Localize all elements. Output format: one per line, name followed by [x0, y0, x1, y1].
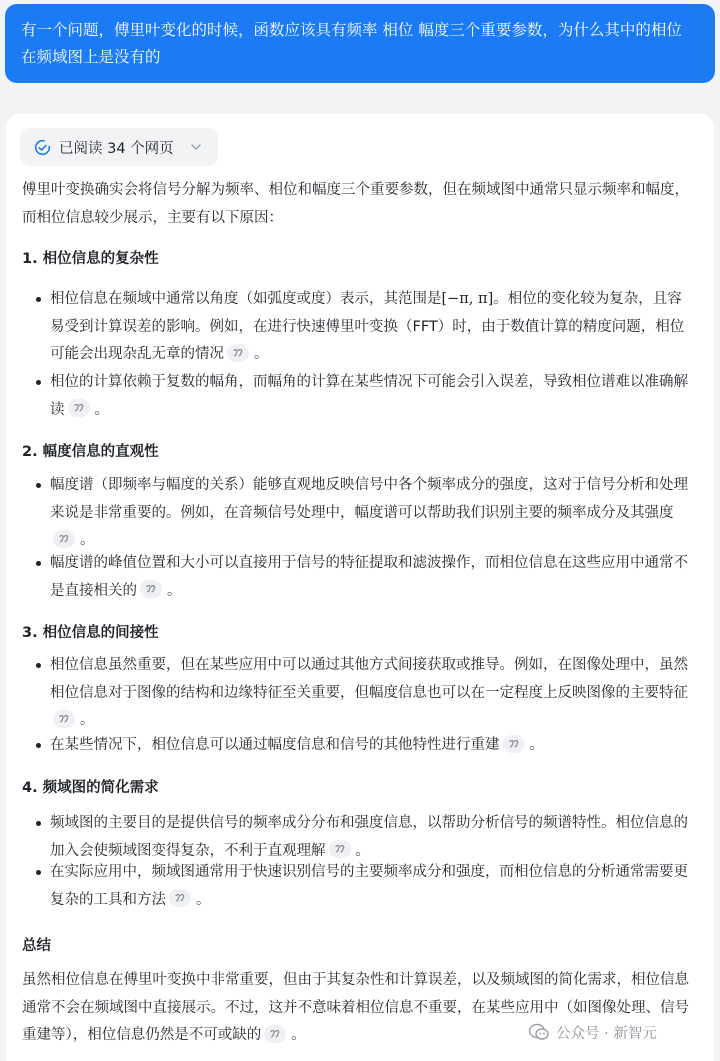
- section-heading-4: 4. 频域图的简化需求: [22, 780, 159, 796]
- quote-icon: [59, 535, 69, 543]
- citation-button[interactable]: [329, 840, 351, 858]
- read-webpages-button[interactable]: [20, 128, 218, 166]
- list-item: [36, 472, 691, 555]
- list-item: [36, 732, 691, 760]
- bullet-text: 相位信息虽然重要，但在某些应用中可以通过其他方式间接获取或推导。例如，在图像处理中，虽然相位信息对于图像的结构和边缘特征至关重要，但幅度信息也可以在一定程度上反映图像的主要特征: [50, 657, 688, 701]
- assistant-answer-card: [6, 114, 714, 1061]
- section-heading-1: 1. 相位信息的复杂性: [22, 251, 159, 267]
- summary-heading: 总结: [22, 938, 51, 954]
- bullet-text: 幅度谱的峰值位置和大小可以直接用于信号的特征提取和滤波操作，而相位信息在这些应用中通常不是直接相关的: [50, 555, 688, 599]
- list-item: [36, 369, 691, 424]
- bullet-end: 。: [94, 401, 109, 418]
- citation-button[interactable]: [53, 530, 75, 548]
- quote-icon: [270, 1030, 280, 1038]
- bullet-end: 。: [167, 582, 182, 599]
- list-item: [36, 550, 691, 605]
- citation-button[interactable]: [169, 889, 191, 907]
- citation-button[interactable]: [140, 580, 162, 598]
- quote-icon: [233, 349, 243, 357]
- user-message-bubble: [5, 4, 715, 83]
- bullet-end: 。: [529, 737, 544, 753]
- user-message-text: 有一个问题，傅里叶变化的时候，函数应该具有频率 相位 幅度三个重要参数，为什么其中的相位在频域图上是没有的: [21, 21, 682, 66]
- bullet-text: 在某些情况下，相位信息可以通过幅度信息和信号的其他特性进行重建: [50, 737, 500, 753]
- read-webpages-label: 已阅读 34 个网页: [59, 140, 174, 157]
- citation-button[interactable]: [264, 1025, 286, 1043]
- wechat-official-account-icon: [528, 1022, 550, 1042]
- wechat-watermark: [528, 1020, 657, 1044]
- intro-paragraph: 傅里叶变换确实会将信号分解为频率、相位和幅度三个重要参数，但在频域图中通常只显示频率和幅度，而相位信息较少展示，主要有以下原因：: [22, 182, 689, 226]
- quote-icon: [59, 715, 69, 723]
- list-item: [36, 652, 691, 735]
- citation-button[interactable]: [503, 735, 525, 753]
- summary-text: 虽然相位信息在傅里叶变换中非常重要，但由于其复杂性和计算误差，以及频域图的简化需求，相位信息通常不会在频域图中直接展示。不过，这并不意味着相位信息不重要，在某些应用中（如图像处理、信号重建等），相位信息仍然是不可或缺的: [22, 972, 689, 1043]
- quote-icon: [509, 740, 519, 748]
- math-range: [−π, π]: [441, 291, 494, 307]
- citation-button[interactable]: [53, 710, 75, 728]
- section-heading-3: 3. 相位信息的间接性: [22, 625, 159, 641]
- bullet-text: 频域图的主要目的是提供信号的频率成分分布和强度信息，以帮助分析信号的频谱特性。相位信息的加入会使频域图变得复杂，不利于直观理解: [50, 815, 688, 859]
- watermark-text: 公众号 · 新智元: [556, 1025, 657, 1042]
- bullet-text: 相位的计算依赖于复数的幅角，而幅角的计算在某些情况下可能会引入误差，导致相位谱难以准确解读: [50, 374, 688, 418]
- check-circle-icon: [34, 139, 51, 156]
- bullet-end: 。: [254, 346, 269, 362]
- bullet-text: 在实际应用中，频域图通常用于快速识别信号的主要频率成分和强度，而相位信息的分析通常需要更复杂的工具和方法: [50, 864, 688, 908]
- list-item: [36, 810, 691, 865]
- section-heading-2: 2. 幅度信息的直观性: [22, 444, 159, 460]
- bullet-end: 。: [196, 891, 211, 908]
- citation-button[interactable]: [227, 344, 249, 362]
- bullet-text: 。相位的变化较为复杂，且容易受到计算误差的影响。例如，在进行快速傅里叶变换（FFT）时，由于数值计算的精度问题，相位可能会出现杂乱无章的情况: [50, 291, 685, 362]
- chevron-down-icon: [190, 141, 202, 153]
- quote-icon: [335, 845, 345, 853]
- bullet-end: 。: [80, 532, 95, 548]
- quote-icon: [175, 894, 185, 902]
- list-item: [36, 286, 691, 369]
- summary-end: 。: [291, 1027, 306, 1043]
- citation-button[interactable]: [68, 399, 90, 417]
- bullet-end: 。: [80, 712, 95, 728]
- list-item: [36, 859, 691, 914]
- quote-icon: [146, 585, 156, 593]
- quote-icon: [74, 404, 84, 412]
- bullet-end: 。: [355, 842, 370, 859]
- bullet-text: 相位信息在频域中通常以角度（如弧度或度）表示，其范围是: [50, 291, 442, 307]
- bullet-text: 幅度谱（即频率与幅度的关系）能够直观地反映信号中各个频率成分的强度，这对于信号分析和处理来说是非常重要的。例如，在音频信号处理中，幅度谱可以帮助我们识别主要的频率成分及其强度: [50, 477, 688, 521]
